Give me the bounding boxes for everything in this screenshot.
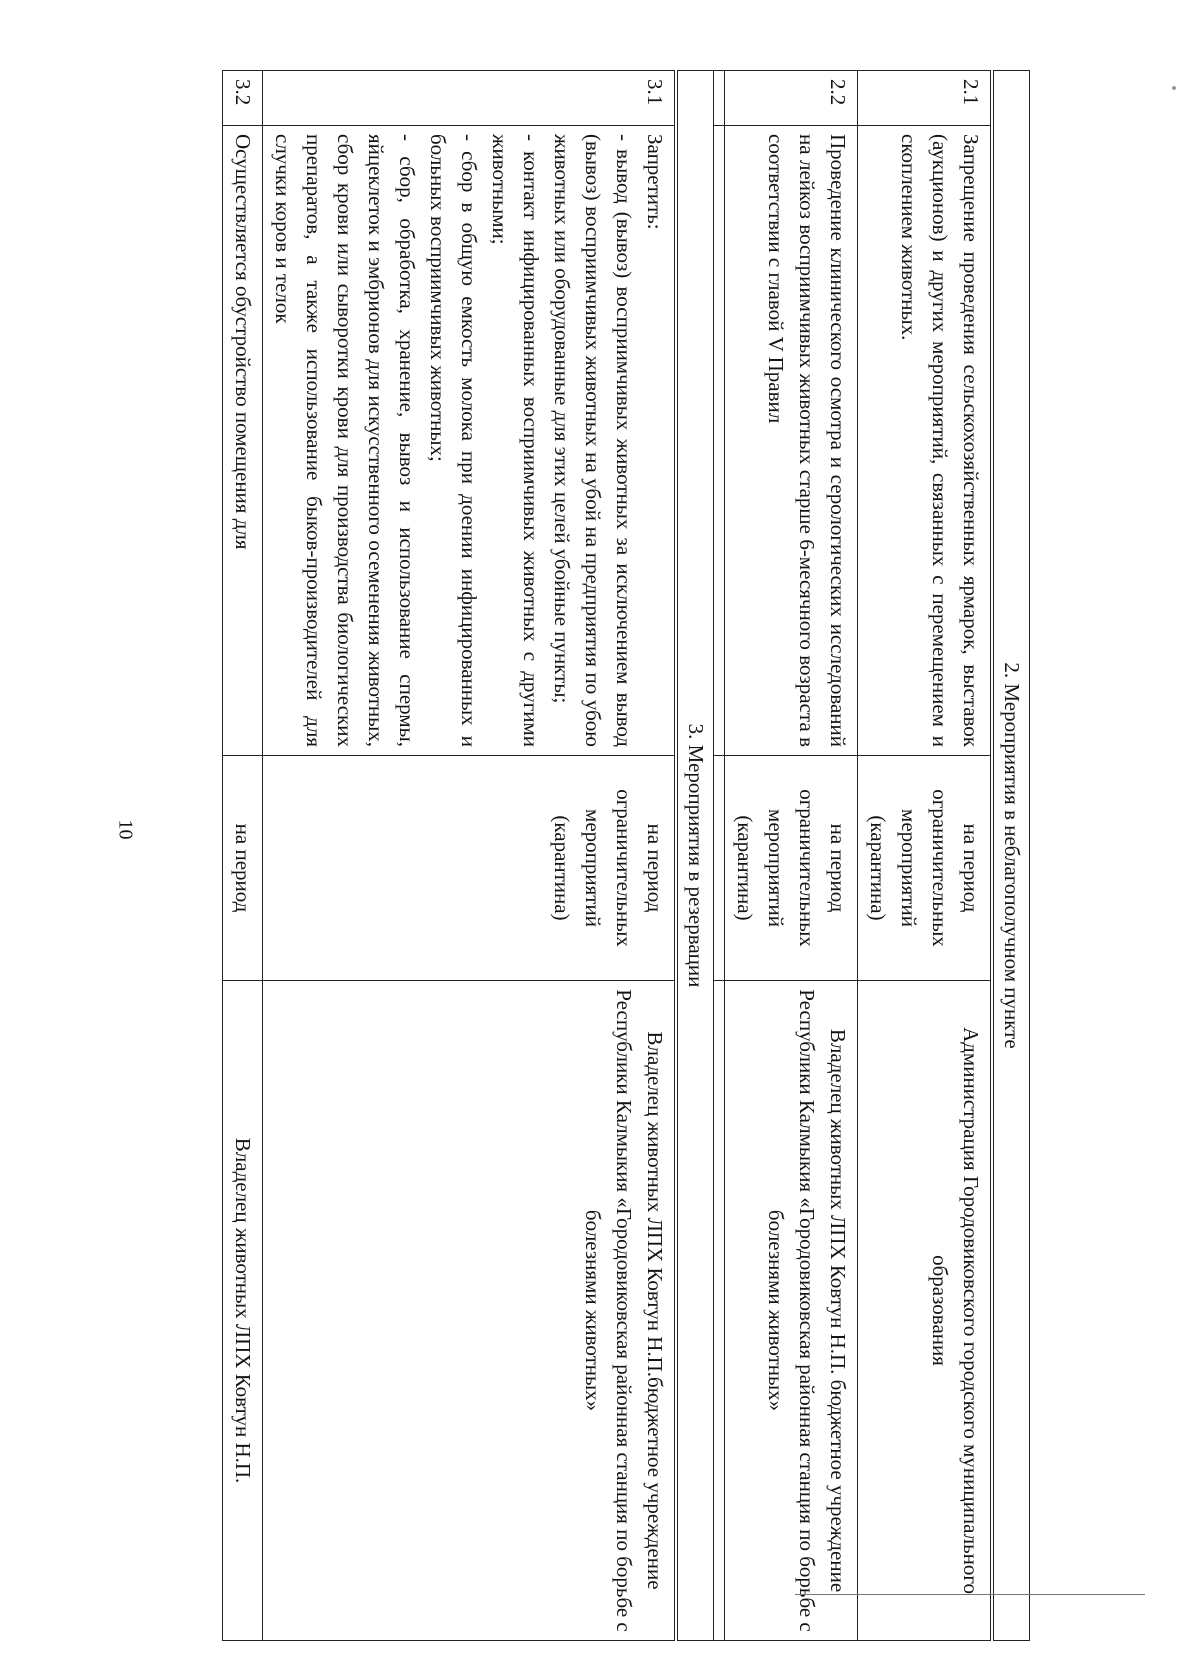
table-row (858, 71, 993, 1641)
section-2-title: 2. Мероприятия в неблагополучном пункте (992, 71, 1030, 1641)
row-number: 2.2 (725, 71, 858, 126)
term-cell: на период (223, 756, 263, 981)
table-row (223, 71, 263, 1641)
responsible-cell: Владелец животных ЛПХ Ковтун Н.П. бюджетное учреждение Республики Калмыкия «Городовиковская районная станция по борьбе с болезнями животных» (725, 981, 858, 1641)
measure-cell: Проведение клинического осмотра и серологических исследований на лейкоз восприимчивых животных старше 6-месячного возраста в соответствии с главой V Правил (725, 126, 858, 756)
section-2-header (992, 71, 1030, 1641)
measure-intro: Запретить: (643, 134, 667, 230)
responsible-cell: Администрация Городовиковского городского муниципального образования (858, 981, 993, 1641)
table-row (263, 71, 677, 1641)
row-number: 2.1 (858, 71, 993, 126)
measures-table (222, 70, 1030, 1641)
term-cell: на период ограничительных мероприятий (карантина) (725, 756, 858, 981)
measure-item: - контакт инфицированных восприимчивых животных с другими животными; (488, 134, 543, 747)
footer-rule (795, 1594, 1145, 1595)
term-cell: на период ограничительных мероприятий (карантина) (263, 756, 677, 981)
page-number: 10 (114, 819, 137, 840)
measure-cell: Осуществляется обустройство помещения для (223, 126, 263, 756)
measure-item: - сбор в общую емкость молока при доении инфицированных и больных восприимчивых животных; (426, 134, 481, 747)
measure-cell (263, 126, 677, 756)
scan-speck (1172, 86, 1176, 90)
section-3-title: 3. Мероприятия в резервации (676, 71, 714, 1641)
measure-item: - сбор, обработка, хранение, вывоз и использование спермы, яйцеклеток и эмбрионов для искусственного осеменения животных, сбор крови или сыворотки крови для производства биологических препаратов, а также использование быков-производителей для случки коров и телок (271, 134, 419, 747)
table-row (725, 71, 858, 1641)
responsible-cell: Владелец животных ЛПХ Ковтун Н.П.бюджетное учреждение Республики Калмыкия «Городовиковская районная станция по борьбе с болезнями животных» (263, 981, 677, 1641)
table-spacer-row (714, 71, 725, 1641)
section-3-header (676, 71, 714, 1641)
term-cell: на период ограничительных мероприятий (карантина) (858, 756, 993, 981)
row-number: 3.2 (223, 71, 263, 126)
row-number: 3.1 (263, 71, 677, 126)
measure-cell: Запрещение проведения сельскохозяйственных ярмарок, выставок (аукционов) и других мероприятий, связанных с перемещением и скоплением животных. (858, 126, 993, 756)
measure-item: - вывод (вывоз) восприимчивых животных за исключением вывод (вывоз) восприимчивых животных на убой на предприятия по убою животных или оборудованные для этих целей убойные пункты; (550, 134, 636, 747)
responsible-cell: Владелец животных ЛПХ Ковтун Н.П. (223, 981, 263, 1641)
rotated-page (170, 70, 1030, 1640)
